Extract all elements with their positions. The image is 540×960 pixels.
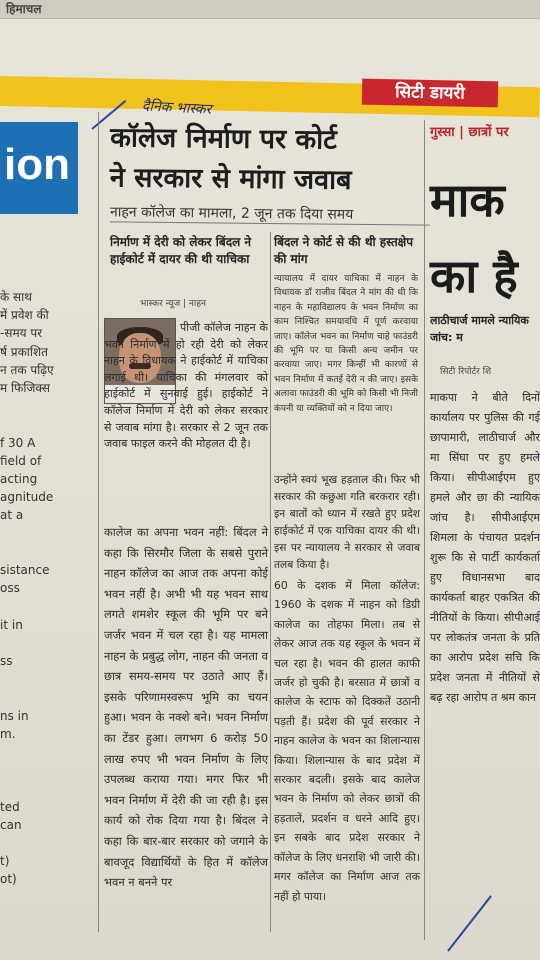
left-fragment-line: oss [0, 581, 20, 596]
left-fragment-line: f 30 A [0, 435, 36, 450]
left-fragment-line: ot) [0, 872, 17, 887]
subhead: नाहन कॉलेज का मामला, 2 जून तक दिया समय [110, 202, 430, 225]
right-byline: सिटी रिपोर्टर शि [440, 367, 492, 377]
right-headline-1: माक [430, 173, 505, 227]
column-divider-left [98, 112, 99, 932]
left-fragment-line: ted [0, 799, 20, 814]
left-fragment-line: र्ष प्रकाशित [0, 344, 49, 359]
masthead-strip [0, 0, 540, 19]
column1-heading: निर्माण में देरी को लेकर बिंदल ने हाईकोर्ट में दायर की थी याचिका [110, 235, 252, 266]
section-tag: सिटी डायरी [362, 79, 499, 108]
right-subhead: लाठीचार्ज मामले न्यायिक जांच: म [430, 314, 529, 344]
headline [110, 118, 431, 201]
right-kicker: गुस्सा | छात्रों पर [430, 125, 509, 140]
right-body: माकपा ने बीते दिनों कार्यालय पर पुलिस की गई छापामारी, लाठीचार्ज और मा सिंघा पर हुए हमले किया। सीपीआईएम हुए हमले और छा की न्यायिक जांच है। सीपीआईएम शिमला के पंचायत प्रदर्शन शुरू कि से पार्टी कार्यकर्ता हुए विधानसभा बाद कार्यकर्ता बाहर एकत्रित की नीतियों के किया। सीपीआई पर लोकतंत्र जनता के प्रति का आरोप प्रदेश सचि कि प्रदेश जनता में नीतियों से बढ़ रहा आरोप त श्रम कान [430, 391, 540, 704]
column2-body-2: 60 के दशक में मिला कॉलेज: 1960 के दशक में नाहन को डिग्री कालेज का तोहफा मिला। तब से लेकर आज तक यह स्कूल के भवन में चल रहा है। भवन की हालत काफी जर्जर हो चुकी है। बरसात में छात्रों व कालेज के स्टाफ को दिक्कतें उठानी पड़ती हैं। प्रदेश की पूर्व सरकार ने नाहन कालेज के भवन का शिलान्यास किया। शिलान्यास के बाद प्रदेश में सरकार बदली। इसके बाद कालेज भवन के निर्माण को लेकर छात्रों की हड़तालें, प्रदर्शन व धरने आदि हुए। इन सबके बाद प्रदेश सरकार ने कॉलेज के लिए धनराशि भी जारी की। मगर कॉलेज का निर्माण आज तक नहीं हो पाया। [274, 579, 420, 903]
partial-logo-text: ion [4, 140, 70, 189]
byline: भास्कर न्यूज | नाहन [140, 299, 207, 309]
left-fragment-line: म फिजिक्स [0, 381, 50, 395]
partial-ad-logo [0, 122, 78, 214]
left-fragment-line: field of [0, 453, 42, 468]
column-divider-1 [270, 232, 271, 932]
column2-highlight: न्यायालय में दायर याचिका में नाहन के विधायक डॉ राजीव बिंदल ने मांग की थी कि नाहन के महाविद्यालय के भवन निर्माण का काम निश्चित समयावधि में पूर्ण करवाया जाए। कॉलेज भवन का निर्माण चाहे फाउंडरी की भूमि पर या किसी अन्य जमीन पर करवाया जाए। मगर किन्हीं भी कारणों से भवन निर्माण में कतई देरी न की जाए। इसके अलावा फाउंडरी की भूमि को किसी भी निजी कंपनी या व्यक्तियों को न दिया जाए। [274, 274, 418, 414]
column-divider-2 [424, 120, 425, 940]
right-headline-2: का है [430, 249, 518, 303]
left-fragment-line: acting [0, 472, 38, 486]
left-fragment-line: sistance [0, 563, 50, 577]
left-fragment-line: t) [0, 854, 10, 869]
headline-line-1: कॉलेज निर्माण पर कोर्ट [110, 122, 337, 156]
left-fragment-line: ss [0, 654, 13, 668]
left-fragment-line: at a [0, 508, 24, 523]
left-fragment-line: न तक पढ़िए [0, 362, 54, 377]
column1-intro: पीजी कॉलेज नाहन के भवन निर्माण में हो रही देरी को लेकर नाहन के विधायक ने हाईकोर्ट में याचिका लगाई थी। याचिका की मंगलवार को हाईकोर्ट में सुनवाई हुई। हाईकोर्ट ने कॉलेज निर्माण में देरी को लेकर सरकार से जवाब मांगा है। सरकार से 2 जून तक जवाब फाइल करने की मोहलत दी है। [104, 321, 268, 451]
left-fragment-line: में प्रवेश की [0, 308, 49, 323]
column2-body-1: उन्होंने स्वयं भूख हड़ताल की। फिर भी सरकार की कछुआ गति बरकरार रही। इन बातों को ध्यान में रखते हुए प्रदेश हाईकोर्ट में एक याचिका दायर की थी। इस पर न्यायालय ने सरकार से जवाब तलब किया है। [274, 474, 420, 571]
left-fragment-line: के साथ [0, 290, 32, 304]
column2-heading: बिंदल ने कोर्ट से की थी हस्तक्षेप की मांग [274, 235, 414, 266]
left-fragment-line: it in [0, 617, 23, 632]
column1-body: कालेज का अपना भवन नहीं: बिंदल ने कहा कि सिरमौर जिला के सबसे पुराने नाहन कॉलेज का आज तक अपना कोई भवन नहीं है। अभी भी यह भवन साथ लगते शमशेर स्कूल की भूमि पर बने जर्जर भवन में चल रहा है। यह मामला नाहन के प्रबुद्ध लोग, नाहन की जनता व छात्र समय-समय पर उठाते आए हैं। इसके परिणामस्वरूप भूमि का चयन हुआ। भवन के नक्शे बने। भवन निर्माण का टेंडर हुआ। लगभग 6 करोड़ 50 लाख रुपए भी भवन निर्माण के लिए उपलब्ध कराया गया। मगर फिर भी भवन निर्माण में देरी की जा रही है। इस कार्य को रोक दिया गया है। बिंदल ने कहा कि बार-बार सरकार को जगाने के बावजूद विद्यार्थियों के हित में कॉलेज भवन न बनने पर [104, 525, 268, 890]
handwritten-note: दैनिक भास्कर [141, 98, 212, 118]
left-fragment-line: -समय पर [0, 326, 43, 341]
left-fragment-line: ns in [0, 708, 29, 723]
left-fragment-line: can [0, 817, 22, 832]
masthead-fragment: हिमाचल [6, 2, 42, 16]
left-fragment-line: agnitude [0, 490, 54, 505]
left-fragment-line: m. [0, 726, 16, 741]
headline-line-2: ने सरकार से मांगा जवाब [109, 162, 352, 196]
